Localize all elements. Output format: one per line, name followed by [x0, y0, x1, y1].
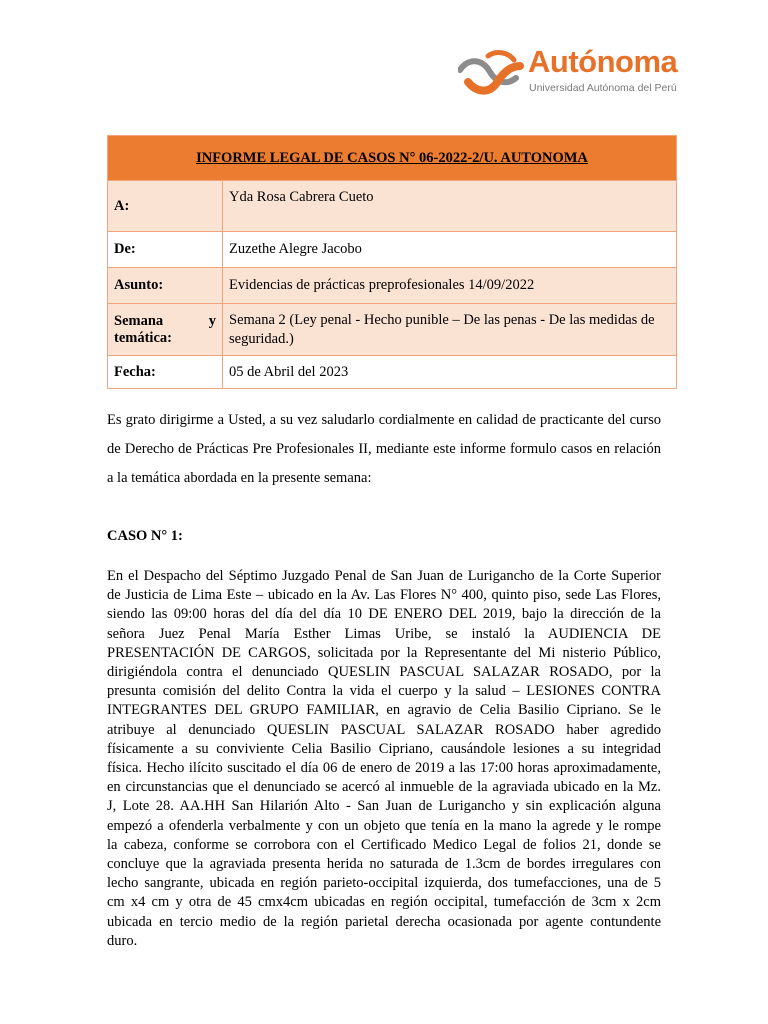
memo-value-de: Zuzethe Alegre Jacobo	[223, 232, 677, 268]
memo-title: INFORME LEGAL DE CASOS N° 06-2022-2/U. AUTONOMA	[108, 136, 677, 181]
caso-line: siendo las 09:00 horas del día del día 10 DE ENERO DEL 2019, bajo la dirección de la	[107, 606, 661, 623]
memo-value-semana: Semana 2 (Ley penal - Hecho punible – De las penas - De las medidas de seguridad.)	[223, 304, 677, 356]
caso-title: CASO N° 1:	[107, 528, 183, 544]
caso-line: En el Despacho del Séptimo Juzgado Penal de San Juan de Lurigancho de la Corte Superior	[107, 568, 661, 584]
memo-value-asunto: Evidencias de prácticas preprofesionales 14/09/2022	[223, 268, 677, 304]
autonoma-swirl-icon	[458, 48, 524, 100]
intro-paragraph: Es grato dirigirme a Usted, a su vez saludarlo cordialmente en calidad de practicante del curso de Derecho de Prácticas Pre Profesionales II, mediante este informe formulo casos en relación a la temática abordada en la presente semana:	[107, 412, 661, 486]
caso-line: en circunstancias que el denunciado se acercó al inmueble de la agraviada ubicado en la Mz.	[107, 779, 661, 796]
memo-value-a: Yda Rosa Cabrera Cueto	[223, 181, 677, 232]
memo-header-table	[107, 135, 677, 389]
memo-label-fecha: Fecha:	[108, 356, 223, 389]
caso-body	[107, 567, 661, 951]
caso-line: físicamente a su conviviente Celia Basilio Cipriano, causándole lesiones a su integridad	[107, 740, 661, 757]
memo-row-fecha	[108, 356, 677, 389]
memo-row-de	[108, 232, 677, 268]
memo-row-semana	[108, 304, 677, 356]
memo-row-a	[108, 181, 677, 232]
caso-line: ubicada en tercio medio de la región parietal derecha ocasionada por agente contundente	[107, 913, 661, 930]
logo-subtitle: Universidad Autónoma del Perú	[529, 82, 677, 94]
logo-name: Autónoma	[528, 44, 678, 79]
caso-line: concluye que la agraviada presenta herida no saturada de 1.3cm de bordes irregulares con	[107, 856, 661, 873]
caso-line: física. Hecho ilícito suscitado el día 06 de enero de 2019 a las 17:00 horas aproximadamente,	[107, 760, 661, 777]
caso-line: atribuye al denunciado QUESLIN PASCUAL SALAZAR ROSADO haber agredido	[107, 721, 661, 738]
caso-line: empezó a ofenderla verbalmente y con un objeto que tenía en la mano la agrede y le rompe	[107, 817, 661, 834]
memo-label-semana-word1: Semana	[114, 312, 164, 329]
memo-title-row	[108, 136, 677, 181]
memo-label-de: De:	[108, 232, 223, 268]
caso-line: señora Juez Penal María Esther Limas Uribe, se instaló la AUDIENCIA DE	[107, 625, 661, 642]
memo-value-fecha: 05 de Abril del 2023	[223, 356, 677, 389]
caso-line: dirigiéndola contra el denunciado QUESLIN PASCUAL SALAZAR ROSADO, por la	[107, 664, 661, 681]
memo-label-asunto: Asunto:	[108, 268, 223, 304]
memo-label-semana-word2: y	[208, 312, 216, 329]
caso-line: PRESENTACIÓN DE CARGOS, solicitada por la Representante del Mi nisterio Público,	[107, 644, 661, 661]
caso-line: duro.	[107, 932, 138, 949]
caso-line: lecho sangrante, ubicada en región parieto-occipital izquierda, dos tumefacciones, una de 5	[107, 875, 661, 892]
memo-label-semana	[108, 304, 223, 356]
university-logo	[458, 44, 678, 104]
memo-label-a: A:	[108, 181, 223, 232]
caso-line: la cabeza, conforme se corrobora con el Certificado Medico Legal de folios 21, donde se	[107, 836, 661, 853]
caso-line: cm x4 cm y otra de 45 cmx4cm ubicadas en región occipital, tumefacción de 3cm x 2cm	[107, 894, 661, 911]
memo-label-semana-word3: temática:	[114, 329, 172, 346]
caso-line: J, Lote 28. AA.HH San Hilarión Alto - San Juan de Lurigancho y sin explicación alguna	[107, 798, 661, 815]
caso-line: INTEGRANTES DEL GRUPO FAMILIAR, en agravio de Celia Basilio Cipriano. Se le	[107, 702, 661, 719]
caso-line: de Justicia de Lima Este – ubicado en la Av. Las Flores N° 400, quinto piso, sede Las Flores,	[107, 587, 661, 604]
caso-line: presunta comisión del delito Contra la vida el cuerpo y la salud – LESIONES CONTRA	[107, 683, 661, 700]
memo-row-asunto	[108, 268, 677, 304]
